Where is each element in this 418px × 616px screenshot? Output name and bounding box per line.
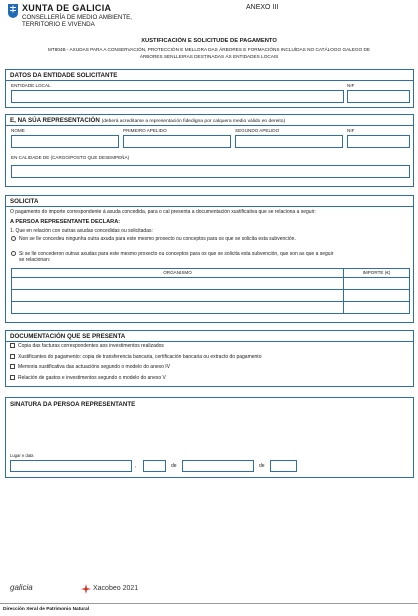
table-header-row — [12, 269, 410, 278]
organism-cell[interactable] — [12, 290, 344, 302]
amount-cell[interactable] — [344, 290, 410, 302]
annex-label: ANEXO III — [246, 4, 279, 11]
no-other-aids-radio[interactable] — [11, 236, 16, 241]
comma-separator: , — [135, 463, 137, 469]
expenses-checkbox[interactable] — [10, 375, 15, 380]
document-title: XUSTIFICACIÓN E SOLICITUDE DE PAGAMENTO — [141, 38, 277, 44]
directorate-name: Dirección Xeral de Patrimonio Natural — [3, 607, 90, 612]
question-other-aids: 1. Que en relación con outras axudas concedidas ou solicitadas: — [10, 228, 153, 234]
representative-nif-label: NIF — [347, 128, 355, 133]
section-divider — [6, 80, 413, 81]
table-header-organism: ORGANISMO — [12, 269, 344, 278]
first-surname-field[interactable] — [123, 135, 231, 148]
department-name-line2: TERRITORIO E VIVENDA — [22, 21, 95, 28]
other-aids-radio[interactable] — [11, 251, 16, 256]
galicia-logo-text: galicia — [10, 583, 33, 592]
no-other-aids-label: Non se lle concedeu ningunha outra axuda para este mesmo proxecto ou conceptos para os que se solicita esta subvención. — [19, 236, 296, 242]
amount-cell[interactable] — [344, 278, 410, 290]
de-separator-1: de — [171, 463, 177, 469]
role-field[interactable] — [11, 165, 410, 178]
xacobeo-logo-text: Xacobeo 2021 — [93, 585, 139, 592]
footer-divider — [0, 603, 418, 604]
other-aids-table — [11, 268, 410, 314]
declares-title: A PERSOA REPRESENTANTE DECLARA: — [10, 219, 121, 225]
document-subtitle-line2: ÁRBORES SENLLEIRAS DESTINADAS ÁS ENTIDADES LOCAIS — [139, 54, 279, 59]
role-label: EN CALIDADE DE (CARGO/POSTO QUE DESEMPEÑA) — [11, 155, 130, 160]
de-separator-2: de — [259, 463, 265, 469]
organism-cell[interactable] — [12, 278, 344, 290]
entity-nif-field[interactable] — [347, 90, 410, 103]
entity-name-label: ENTIDADE LOCAL — [11, 83, 51, 88]
document-subtitle-line1: MT804B - AXUDAS PARA A CONSERVACIÓN, PROTECCIÓN E MELLORA DAS ÁRBORES E FORMACIÓNS INCLUÍDAS NO CATÁLOGO GALEGO DE — [47, 47, 371, 52]
day-field[interactable] — [143, 460, 166, 472]
representative-title: E, NA SÚA REPRESENTACIÓN — [10, 117, 100, 124]
section-divider — [6, 125, 413, 126]
xunta-logo-text: XUNTA DE GALICIA — [22, 3, 112, 13]
section-divider — [6, 206, 413, 207]
representative-nif-field[interactable] — [347, 135, 410, 148]
second-surname-field[interactable] — [235, 135, 343, 148]
request-section-title: SOLICITA — [10, 198, 39, 205]
report-checkbox[interactable] — [10, 364, 15, 369]
name-label: NOME — [11, 128, 25, 133]
year-field[interactable] — [270, 460, 297, 472]
organism-cell[interactable] — [12, 302, 344, 314]
entity-nif-label: NIF — [347, 83, 355, 88]
galicia-logo — [10, 583, 33, 593]
second-surname-label: SEGUNDO APELIDO — [235, 128, 280, 133]
entity-section-title: DATOS DA ENTIDADE SOLICITANTE — [10, 72, 118, 79]
representative-title-note: (deberá acreditarse a representación fidedigna por calquera medio válido en dereito) — [101, 119, 286, 124]
entity-section — [5, 69, 414, 108]
month-field[interactable] — [182, 460, 254, 472]
table-header-amount: IMPORTE (€) — [344, 269, 410, 278]
place-date-label: Lugar e data — [10, 453, 34, 458]
name-field[interactable] — [11, 135, 119, 148]
payment-proof-label: Xustificantes do pagamento: copia de transferencia bancaria, certificación bancaria ou extracto do pagamento — [18, 354, 262, 360]
section-divider — [6, 341, 413, 342]
payment-proof-checkbox[interactable] — [10, 354, 15, 359]
invoices-label: Copia das facturas correspondentes aos investimentos realizados — [18, 343, 164, 349]
signature-section — [5, 397, 414, 478]
table-row — [12, 278, 410, 290]
other-aids-label-line2: se relacionan: — [19, 257, 51, 263]
expenses-label: Relación de gastos e investimentos segundo o modelo do anexo V — [18, 375, 166, 381]
request-text: O pagamento do importe correspondente á axuda concedida, para o cal presenta a documentación xustificativa que se relaciona a seguir: — [10, 209, 316, 215]
documentation-section — [5, 330, 414, 387]
representative-section-title — [10, 117, 285, 125]
first-surname-label: PRIMEIRO APELIDO — [123, 128, 167, 133]
xunta-logo-mark — [8, 4, 18, 18]
invoices-checkbox[interactable] — [10, 343, 15, 348]
documentation-section-title: DOCUMENTACIÓN QUE SE PRESENTA — [10, 333, 126, 340]
representative-section — [5, 114, 414, 187]
amount-cell[interactable] — [344, 302, 410, 314]
table-row — [12, 302, 410, 314]
place-field[interactable] — [10, 460, 132, 472]
signature-section-title: SINATURA DA PERSOA REPRESENTANTE — [10, 401, 136, 408]
report-label: Memoria xustificativa das actuacións segundo o modelo do anexo IV — [18, 364, 171, 370]
department-name-line1: CONSELLERÍA DE MEDIO AMBIENTE, — [22, 14, 133, 21]
other-aids-label-line1: Si se lle concederon outras axudas para este mesmo proxecto ou conceptos para os que se solicita esta subvención, que son as que a seguir — [19, 251, 334, 257]
xacobeo-logo-mark — [81, 584, 91, 594]
request-section — [5, 195, 414, 323]
table-row — [12, 290, 410, 302]
entity-name-field[interactable] — [11, 90, 344, 103]
